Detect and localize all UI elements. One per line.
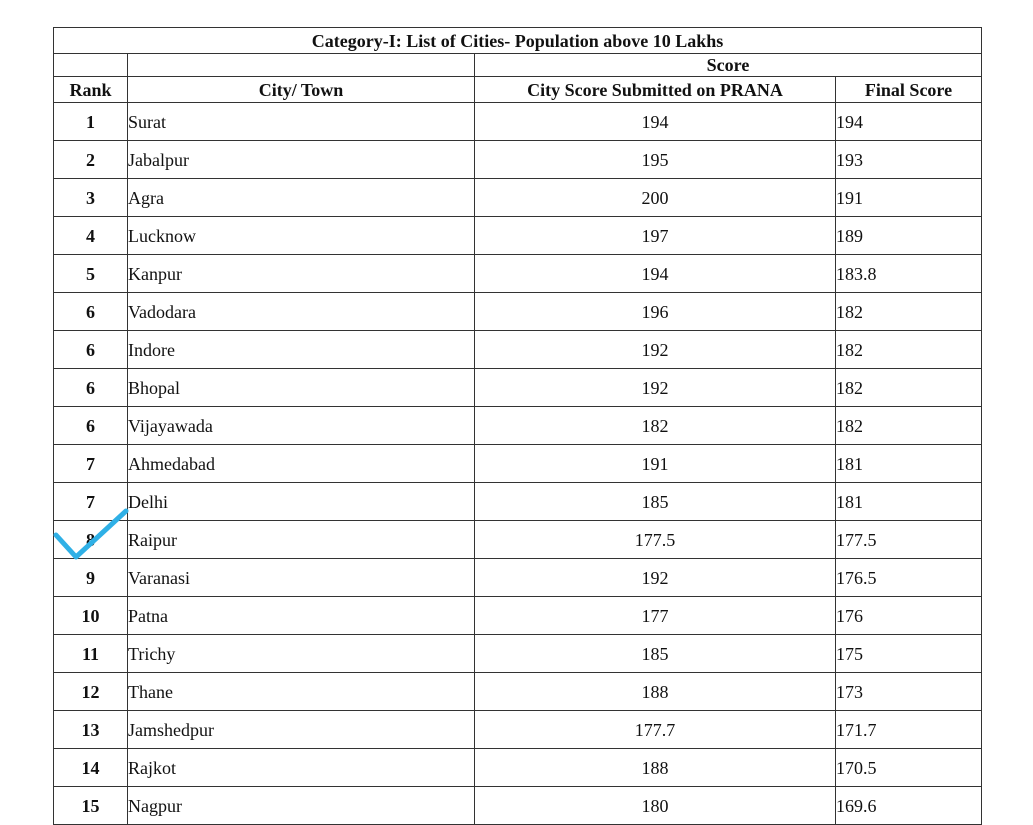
checkmark-icon xyxy=(52,505,132,561)
rank-cell: 6 xyxy=(54,369,128,407)
table-row xyxy=(54,711,982,749)
submitted-score-cell: 191 xyxy=(475,445,836,483)
city-cell: Raipur xyxy=(128,521,475,559)
submitted-score-cell: 197 xyxy=(475,217,836,255)
final-score-cell: 182 xyxy=(836,369,982,407)
city-cell: Jabalpur xyxy=(128,141,475,179)
final-score-cell: 170.5 xyxy=(836,749,982,787)
submitted-score-cell: 192 xyxy=(475,559,836,597)
table-row xyxy=(54,749,982,787)
rank-cell: 3 xyxy=(54,179,128,217)
table-row xyxy=(54,331,982,369)
rank-cell: 10 xyxy=(54,597,128,635)
submitted-score-cell: 177.5 xyxy=(475,521,836,559)
table-row xyxy=(54,445,982,483)
final-score-cell: 183.8 xyxy=(836,255,982,293)
rank-cell: 11 xyxy=(54,635,128,673)
table-title-row xyxy=(54,28,982,54)
city-cell: Rajkot xyxy=(128,749,475,787)
final-score-header: Final Score xyxy=(836,77,982,103)
final-score-cell: 176.5 xyxy=(836,559,982,597)
table-row xyxy=(54,407,982,445)
final-score-cell: 176 xyxy=(836,597,982,635)
rank-cell: 14 xyxy=(54,749,128,787)
rank-cell: 6 xyxy=(54,407,128,445)
city-cell: Vadodara xyxy=(128,293,475,331)
submitted-score-cell: 180 xyxy=(475,787,836,825)
rank-cell: 6 xyxy=(54,293,128,331)
city-cell: Patna xyxy=(128,597,475,635)
table-row xyxy=(54,521,982,559)
city-cell: Varanasi xyxy=(128,559,475,597)
rank-cell: 8 xyxy=(54,521,128,559)
table-row xyxy=(54,673,982,711)
table-row xyxy=(54,597,982,635)
rank-cell: 15 xyxy=(54,787,128,825)
table-row xyxy=(54,559,982,597)
final-score-cell: 193 xyxy=(836,141,982,179)
rank-cell: 6 xyxy=(54,331,128,369)
submitted-score-header: City Score Submitted on PRANA xyxy=(475,77,836,103)
score-group-row xyxy=(54,54,982,77)
rank-header: Rank xyxy=(54,77,128,103)
final-score-cell: 171.7 xyxy=(836,711,982,749)
submitted-score-cell: 188 xyxy=(475,673,836,711)
city-cell: Lucknow xyxy=(128,217,475,255)
table-row xyxy=(54,293,982,331)
submitted-score-cell: 194 xyxy=(475,103,836,141)
final-score-cell: 175 xyxy=(836,635,982,673)
city-header: City/ Town xyxy=(128,77,475,103)
final-score-cell: 194 xyxy=(836,103,982,141)
city-ranking-table xyxy=(53,27,982,825)
submitted-score-cell: 192 xyxy=(475,331,836,369)
city-cell: Ahmedabad xyxy=(128,445,475,483)
submitted-score-cell: 182 xyxy=(475,407,836,445)
empty-header-cell xyxy=(128,54,475,77)
table-row xyxy=(54,369,982,407)
city-cell: Trichy xyxy=(128,635,475,673)
column-header-row xyxy=(54,77,982,103)
table-row xyxy=(54,141,982,179)
final-score-cell: 177.5 xyxy=(836,521,982,559)
submitted-score-cell: 192 xyxy=(475,369,836,407)
table-row xyxy=(54,103,982,141)
city-cell: Agra xyxy=(128,179,475,217)
empty-header-cell xyxy=(54,54,128,77)
rank-cell: 12 xyxy=(54,673,128,711)
final-score-cell: 181 xyxy=(836,445,982,483)
rank-cell: 7 xyxy=(54,483,128,521)
submitted-score-cell: 177 xyxy=(475,597,836,635)
rank-cell: 7 xyxy=(54,445,128,483)
rank-cell: 1 xyxy=(54,103,128,141)
final-score-cell: 181 xyxy=(836,483,982,521)
table-row xyxy=(54,179,982,217)
city-cell: Nagpur xyxy=(128,787,475,825)
score-group-header: Score xyxy=(475,54,982,77)
rank-cell: 5 xyxy=(54,255,128,293)
table-row xyxy=(54,483,982,521)
final-score-cell: 173 xyxy=(836,673,982,711)
final-score-cell: 182 xyxy=(836,293,982,331)
rank-cell: 4 xyxy=(54,217,128,255)
table-row xyxy=(54,635,982,673)
submitted-score-cell: 196 xyxy=(475,293,836,331)
city-cell: Bhopal xyxy=(128,369,475,407)
final-score-cell: 169.6 xyxy=(836,787,982,825)
city-cell: Surat xyxy=(128,103,475,141)
rank-cell: 2 xyxy=(54,141,128,179)
rank-cell: 13 xyxy=(54,711,128,749)
city-cell: Delhi xyxy=(128,483,475,521)
final-score-cell: 182 xyxy=(836,331,982,369)
submitted-score-cell: 177.7 xyxy=(475,711,836,749)
table-title: Category-I: List of Cities- Population above 10 Lakhs xyxy=(54,28,982,54)
city-cell: Thane xyxy=(128,673,475,711)
final-score-cell: 182 xyxy=(836,407,982,445)
rank-cell: 9 xyxy=(54,559,128,597)
final-score-cell: 191 xyxy=(836,179,982,217)
table-row xyxy=(54,255,982,293)
submitted-score-cell: 185 xyxy=(475,635,836,673)
table-row xyxy=(54,217,982,255)
city-cell: Kanpur xyxy=(128,255,475,293)
submitted-score-cell: 195 xyxy=(475,141,836,179)
city-cell: Vijayawada xyxy=(128,407,475,445)
city-cell: Indore xyxy=(128,331,475,369)
submitted-score-cell: 194 xyxy=(475,255,836,293)
city-cell: Jamshedpur xyxy=(128,711,475,749)
submitted-score-cell: 200 xyxy=(475,179,836,217)
table-row xyxy=(54,787,982,825)
submitted-score-cell: 188 xyxy=(475,749,836,787)
final-score-cell: 189 xyxy=(836,217,982,255)
submitted-score-cell: 185 xyxy=(475,483,836,521)
